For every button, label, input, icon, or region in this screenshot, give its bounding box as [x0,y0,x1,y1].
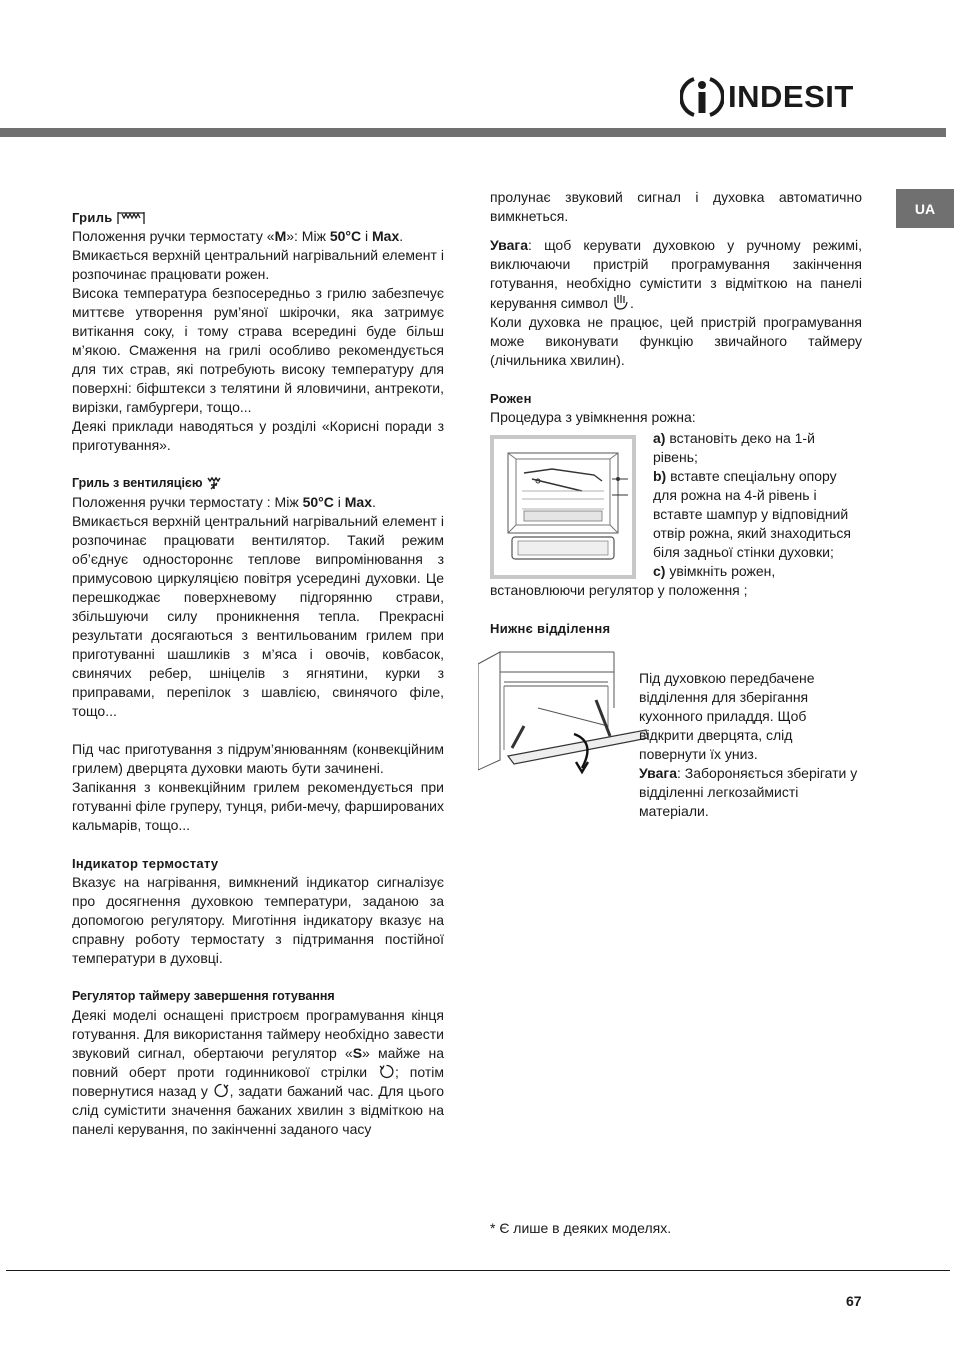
fan-grill-paragraph: Вмикається верхній центральний нагрівальний елемент і розпочинає працювати вентилятор. Такий режим об’єднує одностороннє теплове випромінювання з примусовою циркуляцією повітря усередині духовки. Це перешкоджає поверхневому підгорянню страви, збільшуючи силу проникнення тепла. Прекрасні результати досягаються з вентильованим грилем при приготуванні шашликів з м’яса і овочів, ковбасок, свинячих ребер, шніцелів з ягнятини, курки з приправами, перепілок з шавлією, свинячого філе, тощо... [72,513,444,719]
footer-rule [6,1270,950,1271]
timer-heading: Регулятор таймеру завершення готування [72,989,335,1003]
timer-continuation: пролунає звуковий сигнал і духовка автоматично вимкнеться. [490,189,862,224]
spit-steps [653,429,862,581]
footnote: * Є лише в деяких моделях. [490,1220,672,1236]
lower-compartment-attention: Увага: Забороняється зберігати у відділенні легкозаймисті матеріали. [639,765,858,819]
fan-grill-icon [206,476,222,490]
left-column [72,208,444,1139]
language-tab: UA [896,189,954,228]
fan-grill-paragraph: Під час приготування з підрум’янюванням (конвекційним грилем) дверцята духовки мають бути зачинені. [72,741,444,776]
grill-icon [116,211,146,225]
spit-step-b: b) вставте спеціальну опору для рожна на 4-й рівень і вставте шампур у відповідний отвір рожна, який знаходиться біля задньої стінки духовки; [653,468,851,560]
grill-position: Положення ручки термостату «M»: Між 50°C і Max. [72,228,404,244]
spit-step-a: a) встановіть деко на 1-й рівень; [653,430,815,465]
thermostat-heading: Індикатор термостату [72,856,219,871]
brand-logo [680,75,854,119]
spit-block [490,429,862,581]
brand-name: INDESIT [728,79,854,114]
timer-note: Коли духовка не працює, цей пристрій програмування може виконувати функцію звичайного таймеру (лічильника хвилин). [490,314,862,368]
clockwise-icon [213,1082,230,1099]
grill-paragraph: Вмикається верхній центральний нагрівальний елемент і розпочинає працювати рожен. [72,247,444,282]
spit-intro: Процедура з увімкнення рожна: [490,409,696,425]
lower-compartment-heading: Нижнє відділення [490,621,611,636]
manual-mode-note: Увага: щоб керувати духовкою у ручному режимі, виключаючи пристрій програмування закінчення готування, необхідно сумістити з відміткою на панелі керування символ . [490,237,862,311]
right-column [490,188,862,821]
timer-paragraph: Деякі моделі оснащені пристроєм програмування кінця готування. Для використання таймеру необхідно завести звуковий сигнал, обертаючи регулятор «S» майже на повний оберт проти годинникової стрілки ; потім повернутися назад у , задати бажаний час. Для цього слід сумістити значення бажаних хвилин з відміткою на панелі керування, по закінченні заданого часу [72,1007,444,1137]
manual-hand-icon [612,293,630,311]
counterclockwise-icon [378,1063,395,1080]
grill-paragraph: Висока температура безпосередньо з грилю забезпечує миттєве утворення рум’яної шкірочки, яка затримує витікання соку, і тому страва всередині буде більш м’якою. Смаження на грилі особливо рекомендується для тих страв, які потребують високу температуру для поверхні: біфштекси з телятини й яловичини, антрекоти, вирізки, гамбургери, тощо... [72,285,444,415]
header-bar [0,128,946,137]
drawer-illustration [478,648,648,778]
lower-compartment-block [490,648,862,821]
oven-spit-illustration [490,435,636,579]
indesit-i-icon [680,75,724,119]
page-number: 67 [846,1293,862,1309]
grill-heading: Гриль [72,208,444,227]
thermostat-paragraph: Вказує на нагрівання, вимкнений індикатор сигналізує про досягнення духовкою температури, заданою за допомогою регулятору. Миготіння індикатору вказує на справну роботу термостату з підтримання постійної температури в духовці. [72,874,444,966]
spit-step-c: c) увімкніть рожен, [653,563,776,579]
fan-grill-heading: Гриль з вентиляцією [72,474,444,493]
spit-step-c-continuation: встановлюючи регулятор у положення ; [490,582,748,598]
fan-grill-position: Положення ручки термостату : Між 50°C і Max. [72,494,376,510]
grill-paragraph: Деякі приклади наводяться у розділі «Корисні поради з приготування». [72,418,444,453]
lower-compartment-text: Під духовкою передбачене відділення для зберігання кухонного приладдя. Щоб відкрити дверцята, слід повернути їх униз. Увага: Забороняється зберігати у відділенні легкозаймисті матеріали. [639,648,862,821]
spit-heading: Рожен [490,391,532,406]
fan-grill-paragraph: Запікання з конвекційним грилем рекомендується при готуванні філе груперу, тунця, риби-мечу, фаршированих кальмарів, тощо... [72,779,444,833]
